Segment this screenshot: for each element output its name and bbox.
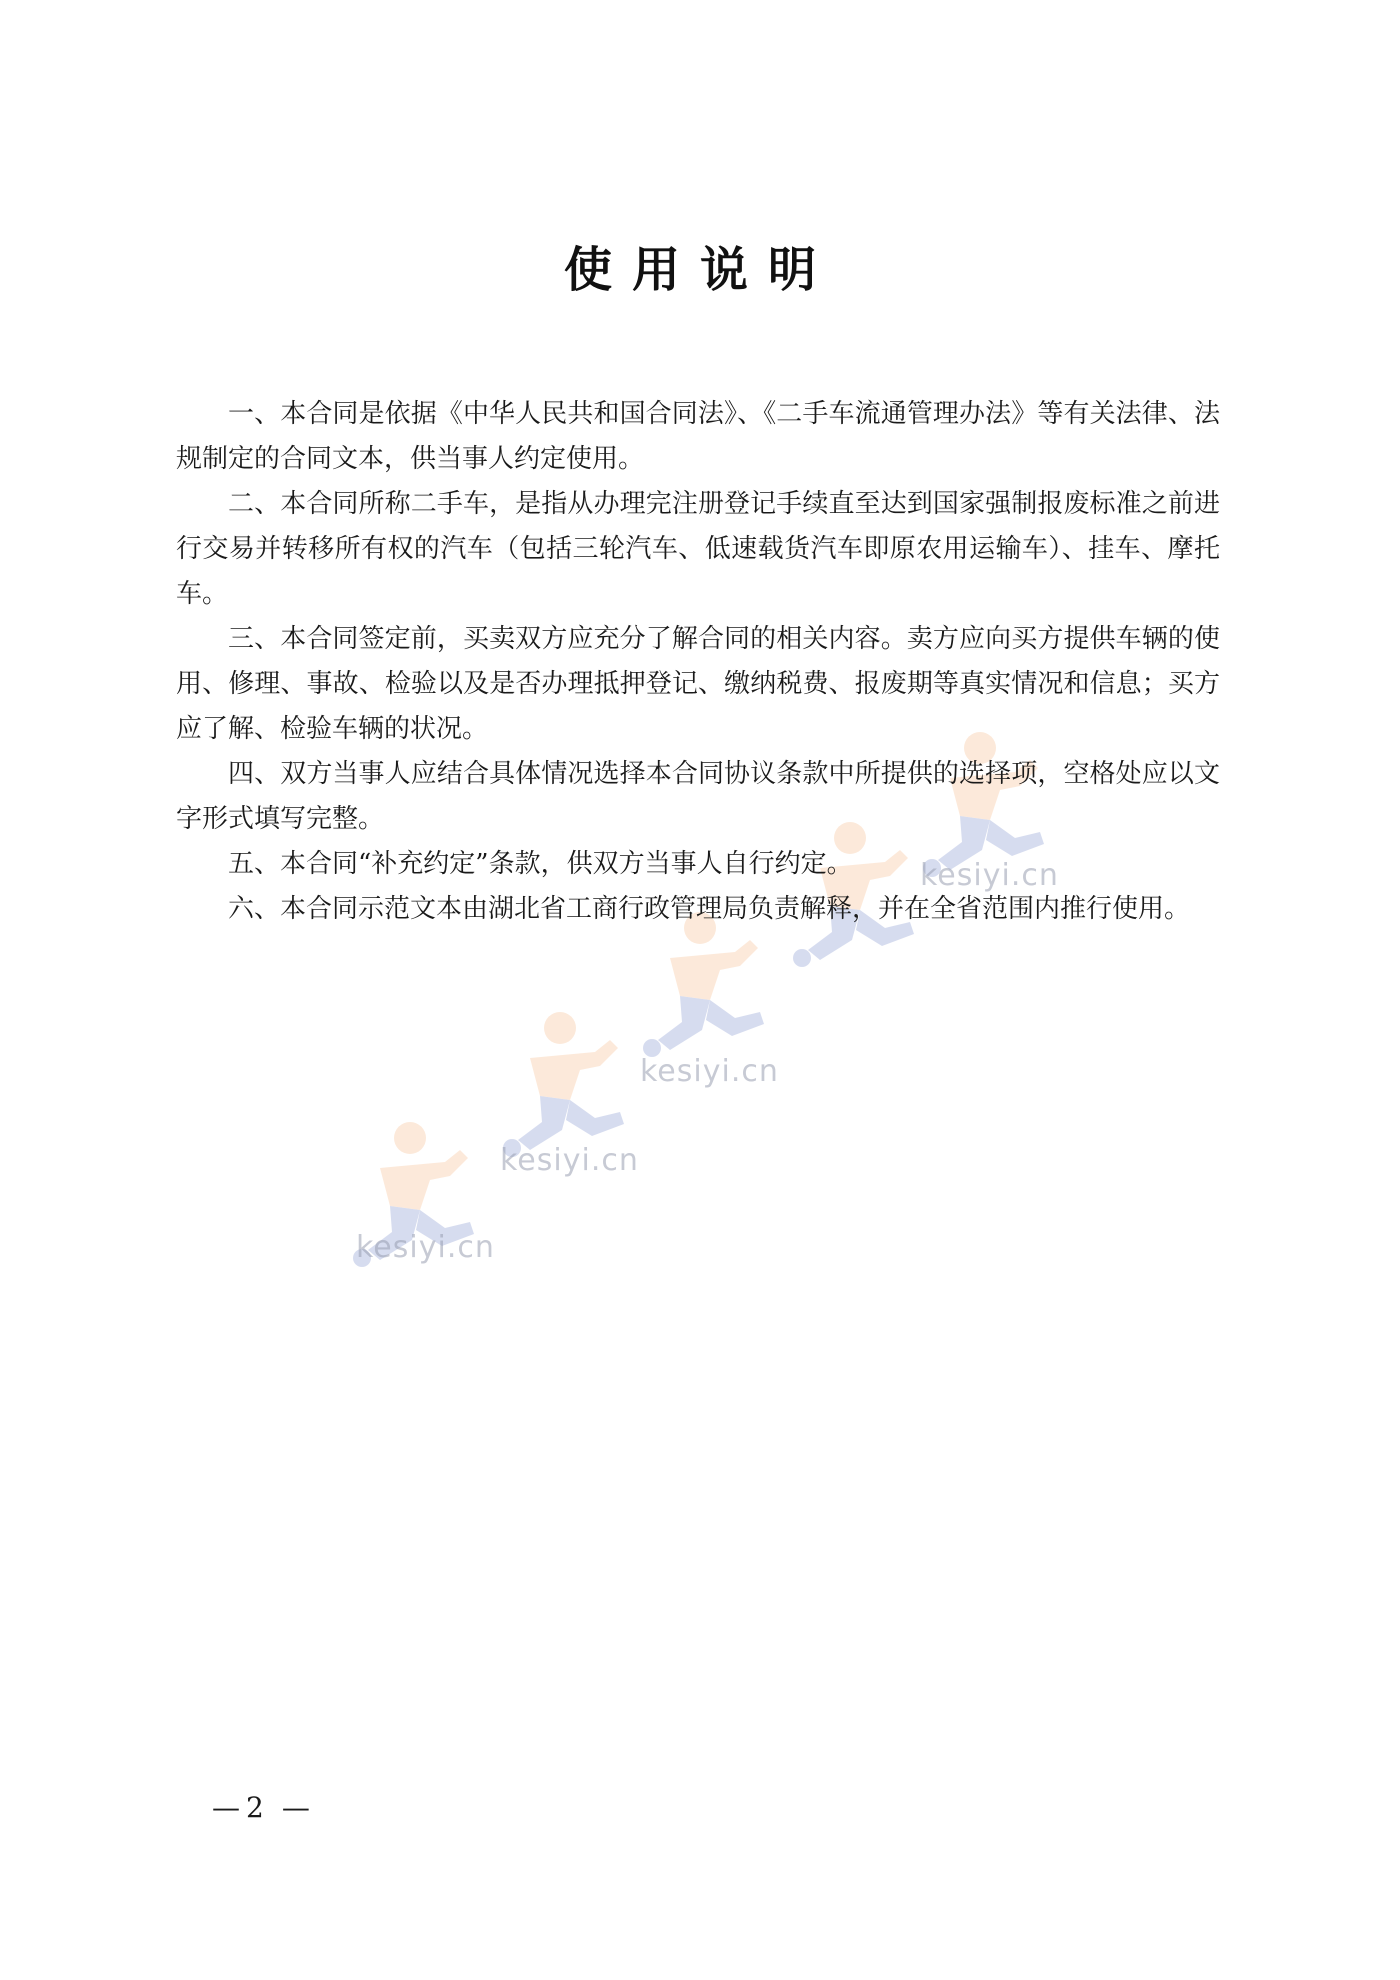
- watermark-text: kesiyi.cn: [920, 858, 1059, 893]
- watermark-text: kesiyi.cn: [356, 1230, 495, 1265]
- paragraph-2: 二、本合同所称二手车，是指从办理完注册登记手续直至达到国家强制报废标准之前进行交易并转移所有权的汽车（包括三轮汽车、低速载货汽车即原农用运输车）、挂车、摩托车。: [176, 489, 1220, 609]
- paragraph-5: 五、本合同“补充约定”条款，供双方当事人自行约定。: [228, 849, 853, 879]
- watermark-text: kesiyi.cn: [640, 1054, 779, 1089]
- footer-dash-left: —: [212, 1791, 240, 1824]
- page-number: 2: [246, 1791, 264, 1824]
- watermark-text: kesiyi.cn: [500, 1143, 639, 1178]
- page-footer: [212, 1788, 310, 1828]
- paragraph-6: 六、本合同示范文本由湖北省工商行政管理局负责解释，并在全省范围内推行使用。: [228, 894, 1191, 924]
- paragraph-4: 四、双方当事人应结合具体情况选择本合同协议条款中所提供的选择项，空格处应以文字形式填写完整。: [176, 759, 1220, 834]
- instructions-body: [176, 392, 1220, 932]
- footer-dash-right: —: [281, 1791, 310, 1824]
- page-title: 使用说明: [563, 242, 836, 298]
- paragraph-1: 一、本合同是依据《中华人民共和国合同法》、《二手车流通管理办法》等有关法律、法规制定的合同文本，供当事人约定使用。: [176, 399, 1220, 474]
- paragraph-3: 三、本合同签定前，买卖双方应充分了解合同的相关内容。卖方应向买方提供车辆的使用、修理、事故、检验以及是否办理抵押登记、缴纳税费、报废期等真实情况和信息；买方应了解、检验车辆的状况。: [176, 624, 1220, 744]
